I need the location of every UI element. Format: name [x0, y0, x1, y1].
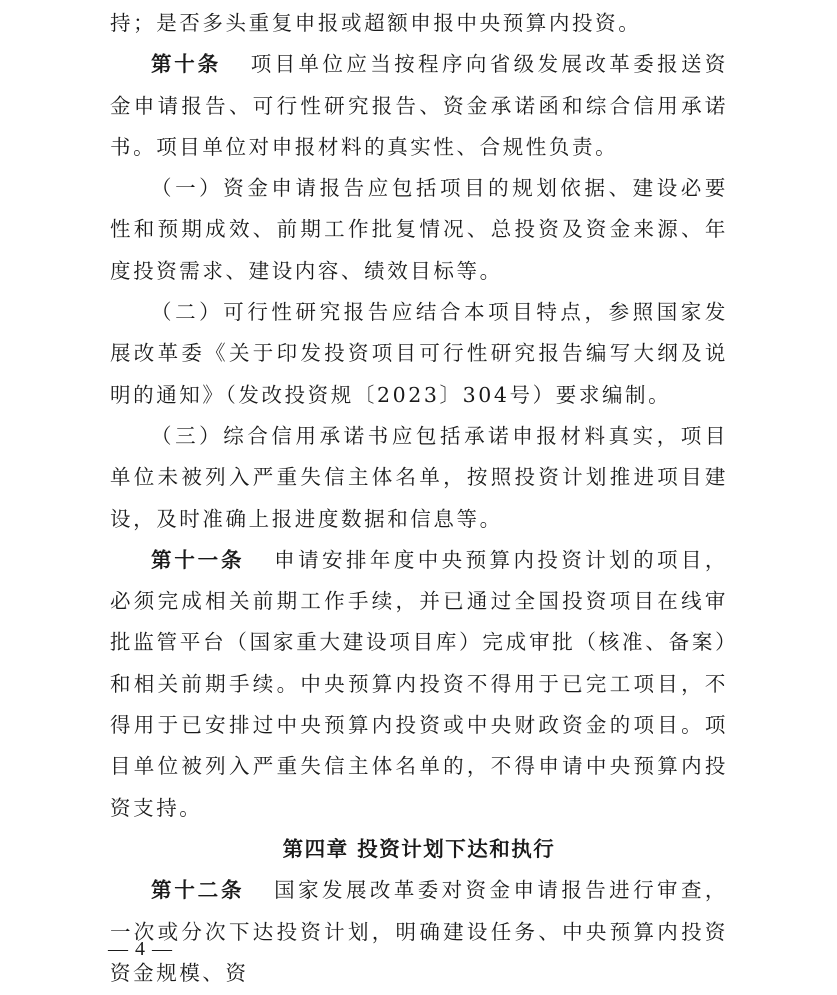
- list-item: [110, 168, 728, 292]
- article-heading: 第十二条: [151, 878, 245, 903]
- article-text: 项目单位应当按程序向省级发展改革委报送资金申请报告、可行性研究报告、资金承诺函和综合信用承诺书。项目单位对申报材料的真实性、合规性负责。: [110, 52, 729, 159]
- article-10: [110, 44, 728, 168]
- list-item: [110, 416, 728, 540]
- article-12: [110, 870, 728, 994]
- paragraph-text: 持；是否多头重复申报或超额申报中央预算内投资。: [110, 11, 642, 35]
- item-text: （一）资金申请报告应包括项目的规划依据、建设必要性和预期成效、前期工作批复情况、总投资及资金来源、年度投资需求、建设内容、绩效目标等。: [110, 176, 728, 283]
- article-gap: [221, 52, 251, 76]
- item-text: （二）可行性研究报告应结合本项目特点，参照国家发展改革委《关于印发投资项目可行性研究报告编写大纲及说明的通知》（发改投资规〔2023〕304号）要求编制。: [110, 300, 728, 407]
- article-text: 国家发展改革委对资金申请报告进行审查，一次或分次下达投资计划，明确建设任务、中央预算内投资资金规模、资: [110, 878, 728, 985]
- chapter-heading: 第四章 投资计划下达和执行: [282, 836, 556, 861]
- article-gap: [244, 548, 274, 572]
- article-text: 申请安排年度中央预算内投资计划的项目，必须完成相关前期工作手续，并已通过全国投资项目在线审批监管平台（国家重大建设项目库）完成审批（核准、备案）和相关前期手续。中央预算内投资不得用于已完工项目，不得用于已安排过中央预算内投资或中央财政资金的项目。项目单位被列入严重失信主体名单的，不得申请中央预算内投资支持。: [110, 547, 728, 820]
- page-number: — 4 —: [108, 938, 173, 960]
- document-body: [110, 3, 728, 994]
- item-text: （三）综合信用承诺书应包括承诺申报材料真实，项目单位未被列入严重失信主体名单，按照投资计划推进项目建设，及时准确上报进度数据和信息等。: [110, 423, 728, 531]
- paragraph-continuation: [110, 3, 728, 44]
- article-11: [110, 540, 728, 829]
- article-heading: 第十条: [151, 52, 221, 77]
- article-gap: [244, 878, 274, 902]
- article-heading: 第十一条: [151, 547, 245, 572]
- list-item: [110, 292, 728, 416]
